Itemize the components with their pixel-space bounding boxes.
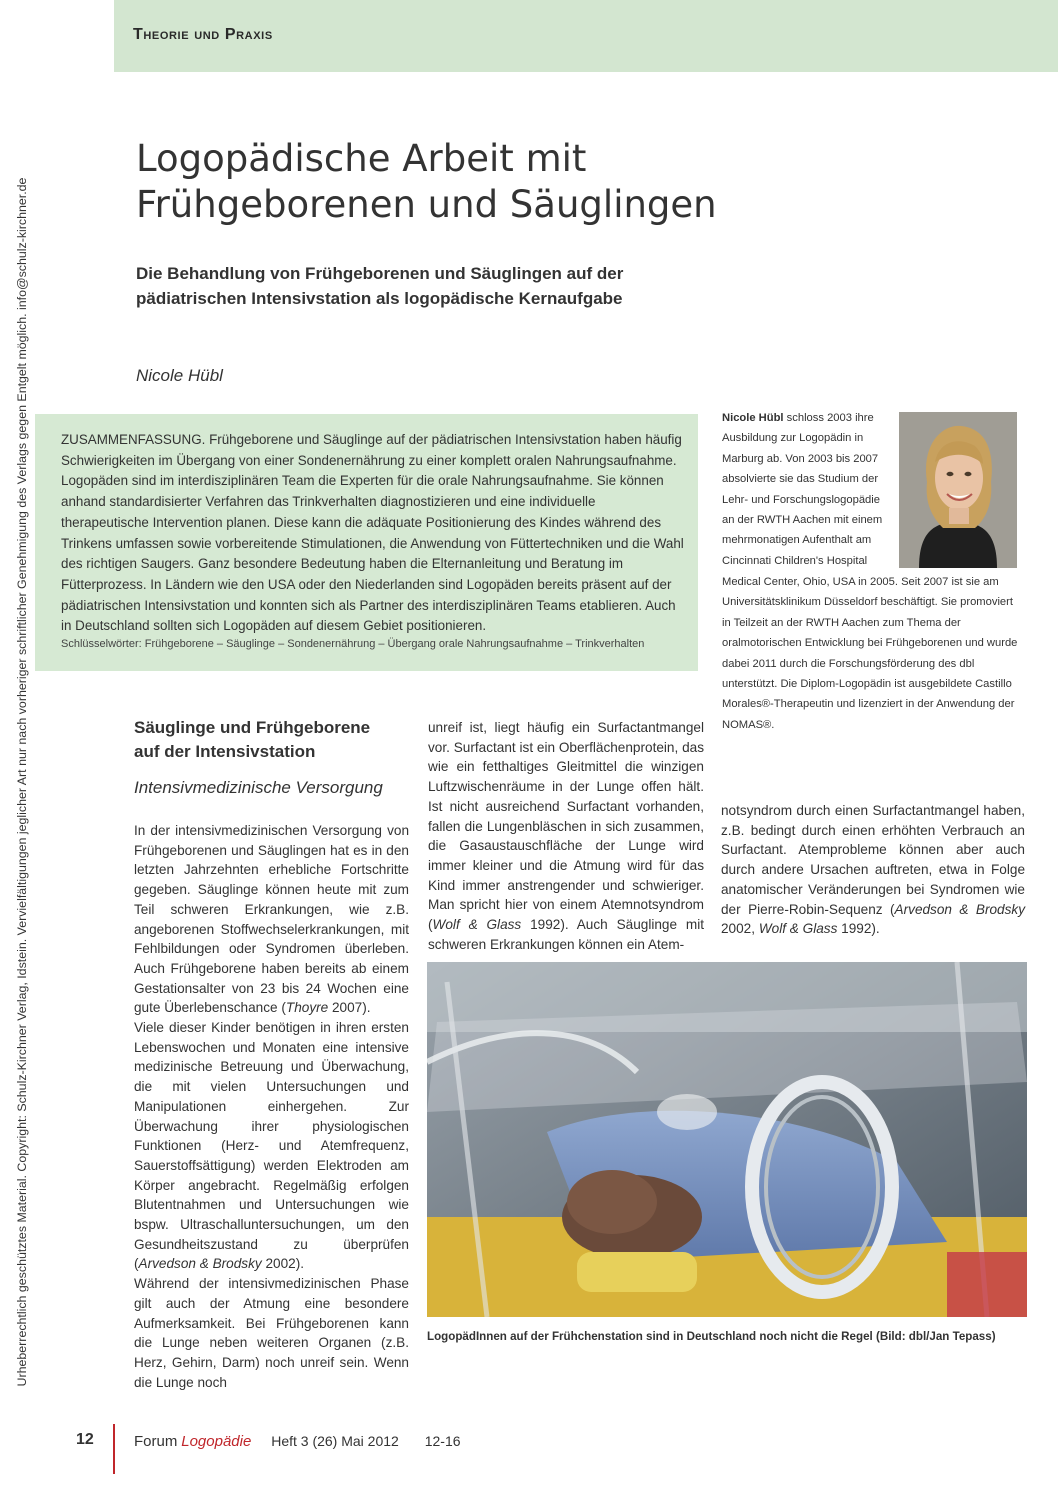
- section-subheading: Intensivmedizinische Versorgung: [134, 778, 383, 797]
- paragraph-text: notsyndrom durch einen Surfactantmangel haben, z.B. bedingt durch einen erhöhten Verbrauch an Surfactant. Atemprobleme können aber auch durch andere Ursachen auftreten, etwa in Folge anatomischer Veränderungen bei Syndromen wie der Pierre-Robin-Sequenz: [721, 803, 1025, 917]
- author-bio-bottom: Medical Center, Ohio, USA in 2005. Seit 2007 ist sie am Universitätsklinikum Düsseldorf beschäftigt. Sie promoviert in Teilzeit an der RWTH Aachen zum Thema der oralmotorischen Entwicklung bei Frühgeborenen und wurde dabei 2011 durch die Forschungsförderung des dbl unterstützt. Die Diplom-Logopädin ist ausgebildete Castillo Morales®-Therapeutin und lizenziert in der Anwendung der NOMAS®.: [722, 576, 1018, 731]
- author-photo: [899, 412, 1017, 568]
- journal-name-part2: Logopädie: [181, 1433, 252, 1450]
- heading-line-1: Säuglinge und Frühgeborene: [134, 718, 371, 737]
- body-column-1: [134, 821, 409, 1392]
- citation: Wolf & Glass: [432, 917, 522, 933]
- title-line-2: Frühgeborenen und Säuglingen: [136, 183, 717, 226]
- paragraph: notsyndrom durch einen Surfactantmangel haben, z.B. bedingt durch einen erhöhten Verbrauch an Surfactant. Atemprobleme können aber auch durch andere Ursachen auftreten, etwa in Folge anatomischer Veränderungen bei Syndromen wie der Pierre-Robin-Sequenz (Arvedson & Brodsky 2002, Wolf & Glass 1992).: [721, 803, 1026, 937]
- citation-year: 2002,: [721, 921, 756, 937]
- paragraph: unreif ist, liegt häufig ein Surfactantmangel vor. Surfactant ist ein Oberflächenprotein, das wie ein fetthaltiges Gleitmittel die winzigen Luftzwischenräume in der Lunge offen hält. Ist nicht ausreichend Surfactant vorhanden, fallen die Lungenbläschen in sich zusammen, die Gasaustauschfläche der Lunge wird immer kleiner und die Atmung wird für das Kind immer anstrengender und schwieriger. Man spricht hier von einem Atemnotsyndrom (Wolf & Glass 1992). Auch Säuglinge mit schweren Erkrankungen können ein Atem-: [428, 720, 705, 952]
- article-subtitle: [136, 261, 676, 311]
- abstract-label: ZUSAMMENFASSUNG.: [61, 432, 206, 447]
- page-number: 12: [76, 1431, 94, 1448]
- page-range: 12-16: [424, 1433, 461, 1449]
- subtitle-line-2: pädiatrischen Intensivstation als logopädische Kernaufgabe: [136, 289, 623, 308]
- footer-info: [134, 1433, 461, 1450]
- paragraph-text: 1992). Auch Säuglinge mit schweren Erkrankungen können ein Atem-: [428, 917, 705, 952]
- body-column-2: [428, 718, 704, 954]
- body-column-3: [721, 801, 1025, 939]
- citation: Wolf & Glass: [758, 921, 838, 937]
- footer-divider: [113, 1424, 115, 1474]
- citation-year: 2007).: [332, 1000, 371, 1016]
- bio-text-top: schloss 2003 ihre Ausbildung zur Logopädin in Marburg ab. Von 2003 bis 2007 absolvierte sie das Studium der Lehr- und Forschungslogopädie an der RWTH Aachen mit einem mehrmonatigen Aufenthalt am Cincinnati Children's Hospital: [722, 412, 883, 567]
- article-title: [136, 136, 776, 228]
- copyright-notice: Urheberrechtlich geschütztes Material. Copyright: Schulz-Kirchner Verlag, Idstein. Vervielfältigungen jeglicher Art nur nach vorheriger schriftlicher Genehmigung des Verlags gegen Entgelt möglich. info@schulz-kirchner.de: [15, 177, 29, 1387]
- paragraph: Während der intensivmedizinischen Phase gilt auch der Atmung eine besondere Aufmerksamkeit. Bei Frühgeborenen kann die Lunge neben weiteren Organen (z.B. Herz, Gehirn, Darm) noch unreif sein. Wenn die Lunge noch: [134, 1276, 409, 1390]
- abstract-keywords: Schlüsselwörter: Frühgeborene – Säuglinge – Sondenernährung – Übergang orale Nahrungsaufnahme – Trinkverhalten: [61, 638, 645, 650]
- paragraph-text: Viele dieser Kinder benötigen in ihren ersten Lebenswochen und Monaten eine intensive medizinische Betreuung und Überwachung, die mit vielen Untersuchungen und Manipulationen einhergehen. Zur Überwachung ihrer physiologischen Funktionen (Herz- und Atemfrequenz, Sauerstoffsättigung) werden Elektroden am Körper angebracht. Regelmäßig erfolgen Blutentnahmen und Untersuchungen wie bspw. Ultraschalluntersuchungen, um den Gesundheitszustand zu überprüfen: [134, 1020, 409, 1252]
- paragraph-text: In der intensivmedizinischen Versorgung von Frühgeborenen und Säuglingen hat es in den letzten Jahrzehnten erhebliche Fortschritte gegeben. Säuglinge können heute mit zum Teil schweren Erkrankungen, wie z.B. angeborenen Stoffwechselerkrankungen, mit Fehlbildungen oder Syndromen überleben. Auch Frühgeborene haben bereits ab einem Gestationsalter von 23 bis 24 Wochen eine gute Überlebenschance: [134, 823, 409, 1016]
- abstract-text: [61, 430, 687, 637]
- section-heading: [134, 716, 404, 764]
- author-bio-top: [722, 408, 894, 571]
- citation-year: 2002).: [265, 1256, 305, 1272]
- citation: Arvedson & Brodsky: [138, 1256, 262, 1272]
- incubator-photo: [427, 962, 1027, 1317]
- citation: Arvedson & Brodsky: [894, 901, 1026, 917]
- paragraph: Viele dieser Kinder benötigen in ihren ersten Lebenswochen und Monaten eine intensive medizinische Betreuung und Überwachung, die mit vielen Untersuchungen und Manipulationen einhergehen. Zur Überwachung ihrer physiologischen Funktionen (Herz- und Atemfrequenz, Sauerstoffsättigung) werden Elektroden am Körper angebracht. Regelmäßig erfolgen Blutentnahmen und Untersuchungen wie bspw. Ultraschalluntersuchungen, um den Gesundheitszustand zu überprüfen (Arvedson & Brodsky 2002).: [134, 1020, 409, 1272]
- paragraph: In der intensivmedizinischen Versorgung von Frühgeborenen und Säuglingen hat es in den letzten Jahrzehnten erhebliche Fortschritte gegeben. Säuglinge können heute mit zum Teil schweren Erkrankungen, wie z.B. angeborenen Stoffwechselerkrankungen, mit Fehlbildungen oder Syndromen überleben. Auch Frühgeborene haben bereits ab einem Gestationsalter von 23 bis 24 Wochen eine gute Überlebenschance (Thoyre 2007).: [134, 823, 409, 1016]
- figure-caption: LogopädInnen auf der Frühchenstation sind in Deutschland noch nicht die Regel (Bild: dbl/Jan Tepass): [427, 1330, 996, 1343]
- subtitle-line-1: Die Behandlung von Frühgeborenen und Säuglingen auf der: [136, 264, 624, 283]
- article-author: Nicole Hübl: [136, 366, 223, 385]
- paragraph-text: unreif ist, liegt häufig ein Surfactantmangel vor. Surfactant ist ein Oberflächenprotein, das wie ein fetthaltiges Gleitmittel die winzigen Luftzwischenräume in der Lunge offen hält. Ist nicht ausreichend Surfactant vorhanden, fallen die Lungenbläschen in sich zusammen, die Gasaustauschfläche der Lunge wird immer kleiner und die Atmung wird für das Kind immer anstrengender und schwieriger. Man spricht hier von einem Atemnotsyndrom: [428, 720, 704, 913]
- title-line-1: Logopädische Arbeit mit: [136, 137, 587, 180]
- citation: Thoyre: [285, 1000, 329, 1016]
- bio-name: Nicole Hübl: [722, 412, 784, 424]
- citation-year: 1992).: [841, 921, 880, 937]
- section-label: Theorie und Praxis: [133, 26, 273, 43]
- heading-line-2: auf der Intensivstation: [134, 742, 316, 761]
- abstract-body: Frühgeborene und Säuglinge auf der pädiatrischen Intensivstation haben häufig Schwierigkeiten im Übergang von einer Sondenernährung zu einer komplett oralen Nahrungsaufnahme. Logopäden sind im interdisziplinären Team die Experten für die orale Nahrungsaufnahme. Sie können anhand standardisierter Verfahren das Trinkverhalten diagnostizieren und eine individuelle therapeutische Intervention planen. Diese kann die adäquate Positionierung des Kindes während des Trinkens umfassen sowie vorbereitende Stimulationen, die Anwendung von Füttertechniken und die Wahl des richtigen Saugers. Ganz besondere Bedeutung haben die Elternanleitung und Beratung im Fütterprozess. In Ländern wie den USA oder den Niederlanden sind Logopäden bereits präsent auf der pädiatrischen Intensivstation und konnten sich als Partner des interdisziplinären Teams etablieren. Auch in Deutschland sollten sich Logopäden auf diesem Gebiet positionieren.: [61, 432, 684, 634]
- issue-info: Heft 3 (26) Mai 2012: [271, 1433, 399, 1449]
- journal-name-part1: Forum: [134, 1433, 178, 1450]
